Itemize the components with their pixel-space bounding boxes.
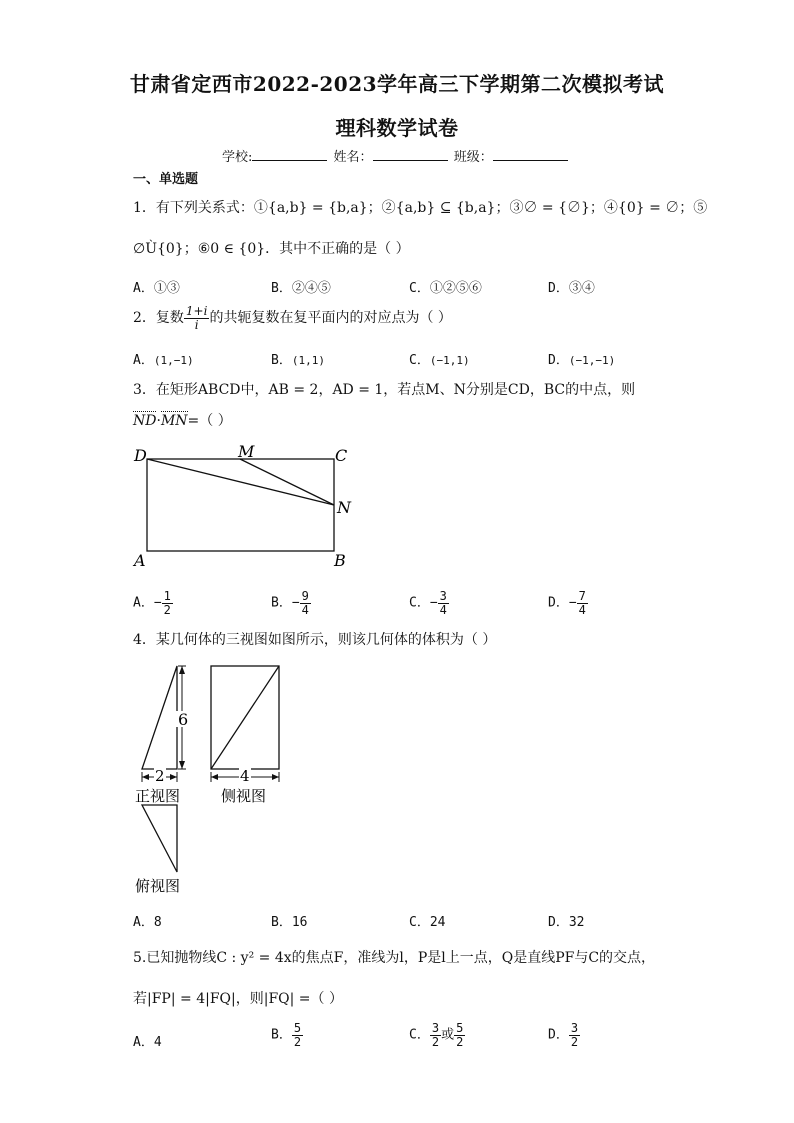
label-d: D	[134, 446, 147, 465]
q5-option-b-fraction	[292, 1022, 303, 1048]
name-label: 姓名：	[333, 150, 373, 165]
q5-option-c-fraction-1	[430, 1022, 441, 1048]
q5-option-d[interactable]	[548, 1022, 580, 1048]
front-width-arrow-right-icon	[170, 774, 177, 780]
q3-option-d-fraction	[577, 590, 588, 616]
q2-prefix: 2．复数	[133, 310, 184, 327]
q2-option-b-value: (1,1)	[291, 354, 325, 367]
q5-option-d-den: 2	[570, 1034, 579, 1049]
q4-option-d[interactable]: D．32	[548, 915, 585, 930]
q3-line2-end: =（ ）	[187, 413, 232, 429]
q1-option-c[interactable]: C．①②⑤⑥	[409, 281, 482, 296]
dot-operator: ·	[156, 413, 161, 429]
label-b: B	[334, 551, 346, 570]
front-width-arrow-left-icon	[142, 774, 149, 780]
q5-option-c-num-1: 3	[431, 1021, 440, 1035]
q2-frac-den: i	[194, 317, 199, 332]
q3-option-a-num: 1	[163, 589, 171, 603]
q5-line1: 5.已知抛物线C : y² = 4x的焦点F，准线为l，P是l上一点，Q是直线PF与C的交点，	[133, 950, 656, 966]
q5-line2: 若|FP| = 4|FQ|，则|FQ| =（ ）	[133, 991, 343, 1007]
vector-nd: ND	[133, 413, 157, 429]
exam-subtitle: 理科数学试卷	[335, 116, 459, 140]
q1-line2: ∅Ù{0}；⑥0 ∈ {0}．其中不正确的是（ ）	[133, 241, 410, 257]
q3-option-d-num: 7	[578, 589, 586, 603]
q5-option-d-num: 3	[570, 1021, 579, 1035]
q3-option-c[interactable]	[409, 590, 449, 616]
q5-option-c-num-2: 5	[456, 1021, 464, 1035]
label-a: A	[134, 551, 146, 570]
q4-stem: 4．某几何体的三视图如图所示，则该几何体的体积为（ ）	[133, 632, 497, 648]
q2-suffix: 的共轭复数在复平面内的对应点为（ ）	[209, 310, 452, 327]
q3-option-c-letter: C．	[409, 595, 430, 611]
q3-option-a[interactable]	[133, 590, 173, 616]
q3-option-d-den: 4	[578, 602, 586, 617]
side-view-caption: 侧视图	[221, 787, 267, 805]
q2-option-b[interactable]	[271, 349, 325, 368]
q3-option-d[interactable]	[548, 590, 588, 616]
q3-option-b-num: 9	[301, 589, 309, 603]
q2-option-a-letter: A．	[133, 353, 154, 368]
q3-option-c-fraction	[438, 590, 449, 616]
height-label: 6	[178, 710, 189, 729]
q2-option-c-letter: C．	[409, 353, 430, 368]
front-view-caption: 正视图	[135, 787, 181, 805]
q2-option-a-value: (1,−1)	[153, 354, 194, 367]
side-width-label: 4	[240, 767, 250, 785]
q1-line1: 1．有下列关系式：①{a,b} = {b,a}；②{a,b} ⊆ {b,a}；③∅ = {∅}；④{0} = ∅；⑤	[133, 200, 708, 216]
q5-option-b-den: 2	[293, 1034, 302, 1049]
q3-option-b[interactable]	[271, 590, 311, 616]
q3-option-b-den: 4	[301, 602, 309, 617]
segment-mn	[240, 459, 334, 505]
label-c: C	[335, 446, 348, 465]
q5-option-a-letter: A．	[133, 1035, 154, 1050]
q3-line2	[133, 410, 232, 430]
q3-option-b-sign: −	[291, 595, 300, 611]
top-view-triangle	[142, 805, 177, 872]
q3-option-d-letter: D．	[548, 595, 569, 611]
side-width-arrow-left-icon	[211, 774, 218, 780]
rectangle-figure	[130, 442, 360, 574]
student-info-row	[222, 146, 570, 165]
q4-option-a[interactable]: A．8	[133, 915, 162, 930]
q5-option-b-letter: B．	[271, 1027, 292, 1043]
q3-option-a-fraction	[162, 590, 173, 616]
q5-option-b[interactable]	[271, 1022, 303, 1048]
q4-option-b[interactable]: B．16	[271, 915, 308, 930]
q3-option-b-fraction	[300, 590, 311, 616]
q3-option-c-den: 4	[439, 602, 447, 617]
q2-stem	[133, 305, 452, 331]
q5-option-c-or: 或	[441, 1027, 455, 1043]
q1-option-b[interactable]: B．②④⑤	[271, 281, 331, 296]
vector-mn: MN	[160, 413, 188, 429]
school-label: 学校:	[222, 150, 253, 165]
q2-option-c[interactable]	[409, 349, 470, 368]
q2-frac-num: 1+i	[185, 304, 208, 318]
q3-option-a-sign: −	[153, 595, 162, 611]
q5-option-a[interactable]	[133, 1031, 162, 1050]
q4-option-c[interactable]: C．24	[409, 915, 446, 930]
segment-dn	[147, 459, 334, 505]
label-n: N	[337, 498, 351, 517]
height-arrow-top-icon	[179, 666, 185, 674]
front-width-label: 2	[155, 767, 165, 785]
q5-option-d-letter: D．	[548, 1027, 569, 1043]
q5-option-c-letter: C．	[409, 1027, 430, 1043]
q2-option-b-letter: B．	[271, 353, 292, 368]
q3-option-c-sign: −	[429, 595, 438, 611]
q2-option-d[interactable]	[548, 349, 615, 368]
q5-option-d-fraction	[569, 1022, 580, 1048]
label-m: M	[238, 442, 255, 461]
top-view-caption: 俯视图	[135, 877, 181, 895]
class-label: 班级：	[453, 150, 493, 165]
q2-option-d-letter: D．	[548, 353, 569, 368]
front-view-triangle	[142, 666, 177, 769]
q3-line1: 3．在矩形ABCD中，AB = 2，AD = 1，若点M、N分别是CD，BC的中点，则	[133, 382, 636, 398]
q1-option-d[interactable]: D．③④	[548, 281, 595, 296]
q1-option-a[interactable]: A．①③	[133, 281, 180, 296]
class-field[interactable]	[493, 146, 568, 161]
q5-option-a-value: 4	[153, 1035, 162, 1050]
q3-option-d-sign: −	[568, 595, 577, 611]
q5-option-c[interactable]	[409, 1022, 465, 1048]
q2-option-a[interactable]	[133, 349, 194, 368]
q5-option-c-den-2: 2	[456, 1034, 464, 1049]
q3-option-a-letter: A．	[133, 595, 154, 611]
side-view-diagonal	[211, 666, 279, 769]
q2-option-d-value: (−1,−1)	[568, 354, 616, 367]
height-arrow-bottom-icon	[179, 761, 185, 769]
name-field[interactable]	[373, 146, 448, 161]
section-title: 一、单选题	[133, 172, 199, 187]
rectangle-abcd	[147, 459, 334, 551]
q3-option-b-letter: B．	[271, 595, 292, 611]
side-width-arrow-right-icon	[272, 774, 279, 780]
q5-option-c-fraction-2	[454, 1022, 465, 1048]
q2-fraction	[184, 305, 210, 331]
q5-option-c-den-1: 2	[431, 1034, 440, 1049]
exam-title: 甘肃省定西市2022-2023学年高三下学期第二次模拟考试	[129, 72, 665, 96]
school-field[interactable]	[252, 146, 327, 161]
q3-option-a-den: 2	[163, 602, 171, 617]
q5-option-b-num: 5	[293, 1021, 302, 1035]
q3-option-c-num: 3	[439, 589, 447, 603]
three-view-figure	[132, 660, 292, 900]
q2-option-c-value: (−1,1)	[429, 354, 470, 367]
